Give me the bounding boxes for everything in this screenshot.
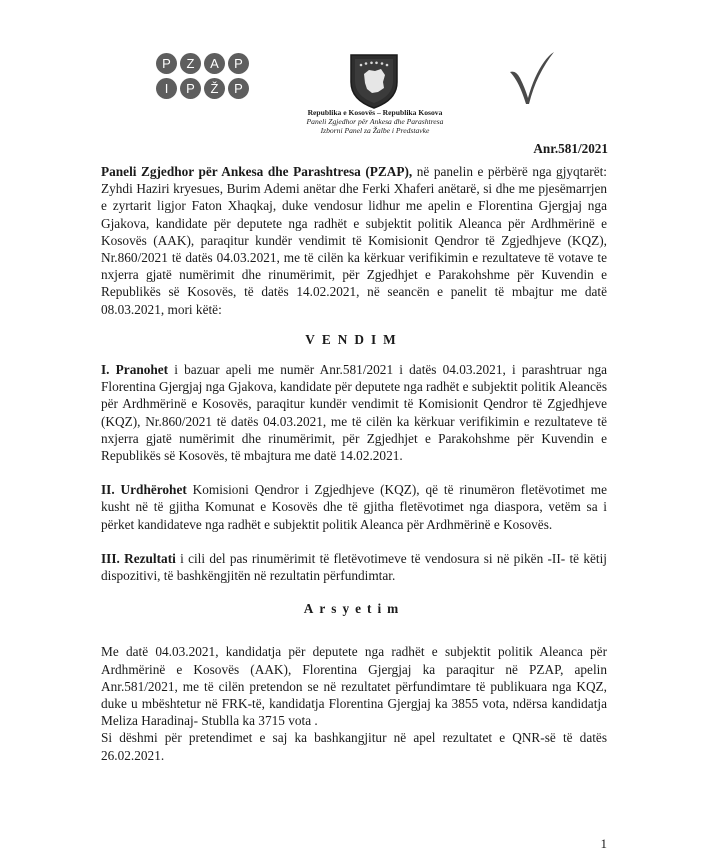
intro-panel-name: Paneli Zgjedhor për Ankesa dhe Parashtresa (PZAP), <box>101 164 413 179</box>
header-panel-serbian: Izborni Panel za Žalbe i Predstavke <box>320 126 430 135</box>
case-number: Anr.581/2021 <box>533 141 608 156</box>
point-2-text: Komisioni Qendror i Zgjedhjeve (KQZ), që të rinumëron fletëvotimet me kusht në të gjitha Komunat e Kosovës dhe të gjitha fletëvotimet nga diaspora, vetëm sa i përket kandidateve nga radhët e subjektit politik Aleanca për Ardhmërinë e Kosovës. <box>101 482 607 532</box>
logo-letter: I <box>156 78 177 99</box>
reasoning-paragraph-2: Si dëshmi për pretendimet e saj ka bashkangjitur në apel rezultatet e QNR-së të datës 26.02.2021. <box>101 730 607 763</box>
logo-letter: P <box>228 53 249 74</box>
point-2-label: II. Urdhërohet <box>101 482 187 498</box>
logo-row-top <box>156 53 256 74</box>
institution-header <box>260 108 490 135</box>
checkmark-icon <box>508 48 556 106</box>
logo-letter: A <box>204 53 225 74</box>
logo-letter: Ž <box>204 78 225 99</box>
logo-letter: P <box>156 53 177 74</box>
decision-point-3 <box>101 550 607 584</box>
kosovo-emblem-icon <box>347 52 401 110</box>
logo-letter: P <box>180 78 201 99</box>
point-3-text: i cili del pas rinumërimit të fletëvotimeve të vendosura si në pikën -II- të këtij dispozitivi, të bashkëngjitën në rezultatin përfundimtar. <box>101 550 607 584</box>
intro-text: në panelin e përbërë nga gjyqtarët: Zyhdi Haziri kryesues, Burim Ademi anëtar dhe Ferki Xhaferi anëtarë, si dhe me pjesëmarrjen e zyrtarit ligjor Faton Xhaqkaj, duke vendosur lidhur me apelin e Florentina Gjergjaj nga Gjakova, kandidate për deputete nga radhët e subjektit politik Aleanca për Ardhmërinë e Kosovës (AAK), paraqitur kundër vendimit të Komisionit Qendror të Zgjedhjeve (KQZ), Nr.860/2021 të datës 04.03.2021, me të cilën ka kërkuar verifikimin e rezultateve të votave te nxjerra gjatë numërimit dhe rinumërimit, për Zgjedhjet e Parakohshme për Kuvendin e Republikës së Kosovës, të datës 14.02.2021, në seancën e panelit të mbajtur me datë 08.03.2021, mori këtë: <box>101 164 607 317</box>
reasoning-paragraph-1: Me datë 04.03.2021, kandidatja për deputete nga radhët e subjektit politik Aleanca për Ardhmërinë e Kosovës (AAK), Florentina Gjergjaj ka paraqitur në PZAP, apelin Anr.581/2021, me të cilën pretendon se në rezultatet përfundimtare të publikuara nga KQZ, duke u mbështetur në FRK-të, kandidatja Florentina Gjergjaj ka 3855 vota, ndërsa kandidatja Meliza Haradinaj- Stublla ka 3715 vota . <box>101 644 607 729</box>
decision-heading: VENDIM <box>305 331 403 347</box>
decision-point-1 <box>101 361 607 464</box>
pzap-logo <box>156 53 256 103</box>
point-3-label: III. Rezultati <box>101 550 176 566</box>
logo-letter: P <box>228 78 249 99</box>
intro-paragraph <box>101 163 607 318</box>
reasoning-heading: Arsyetim <box>303 601 405 617</box>
document-body <box>101 163 607 764</box>
decision-point-2 <box>101 481 607 533</box>
point-1-label: I. Pranohet <box>101 362 169 378</box>
point-1-text: i bazuar apeli me numër Anr.581/2021 i datës 04.03.2021, i parashtruar nga Florentina Gjergjaj nga Gjakova, kandidate për deputete nga radhët e subjektit politik Aleancës për Ardhmërinë e Kosovës, paraqitur kundër vendimit të Komisionit Qendror të Zgjedhjeve (KQZ), Nr.860/2021 të datës 04.03.2021, me të cilën ka kërkuar verifikimin e rezultateve të nxjerra gjatë numërimit dhe rinumërimit, për Zgjedhjet e Parakohshme për Kuvendin e Republikës së Kosovës, të mbajtura me datë 14.02.2021. <box>101 362 608 464</box>
header-panel-albanian: Paneli Zgjedhor për Ankesa dhe Parashtresa <box>306 117 444 126</box>
logo-row-bottom <box>156 78 256 99</box>
page-number: 1 <box>600 836 607 851</box>
logo-letter: Z <box>180 53 201 74</box>
header-republic: Republika e Kosovës – Republika Kosova <box>307 108 443 117</box>
